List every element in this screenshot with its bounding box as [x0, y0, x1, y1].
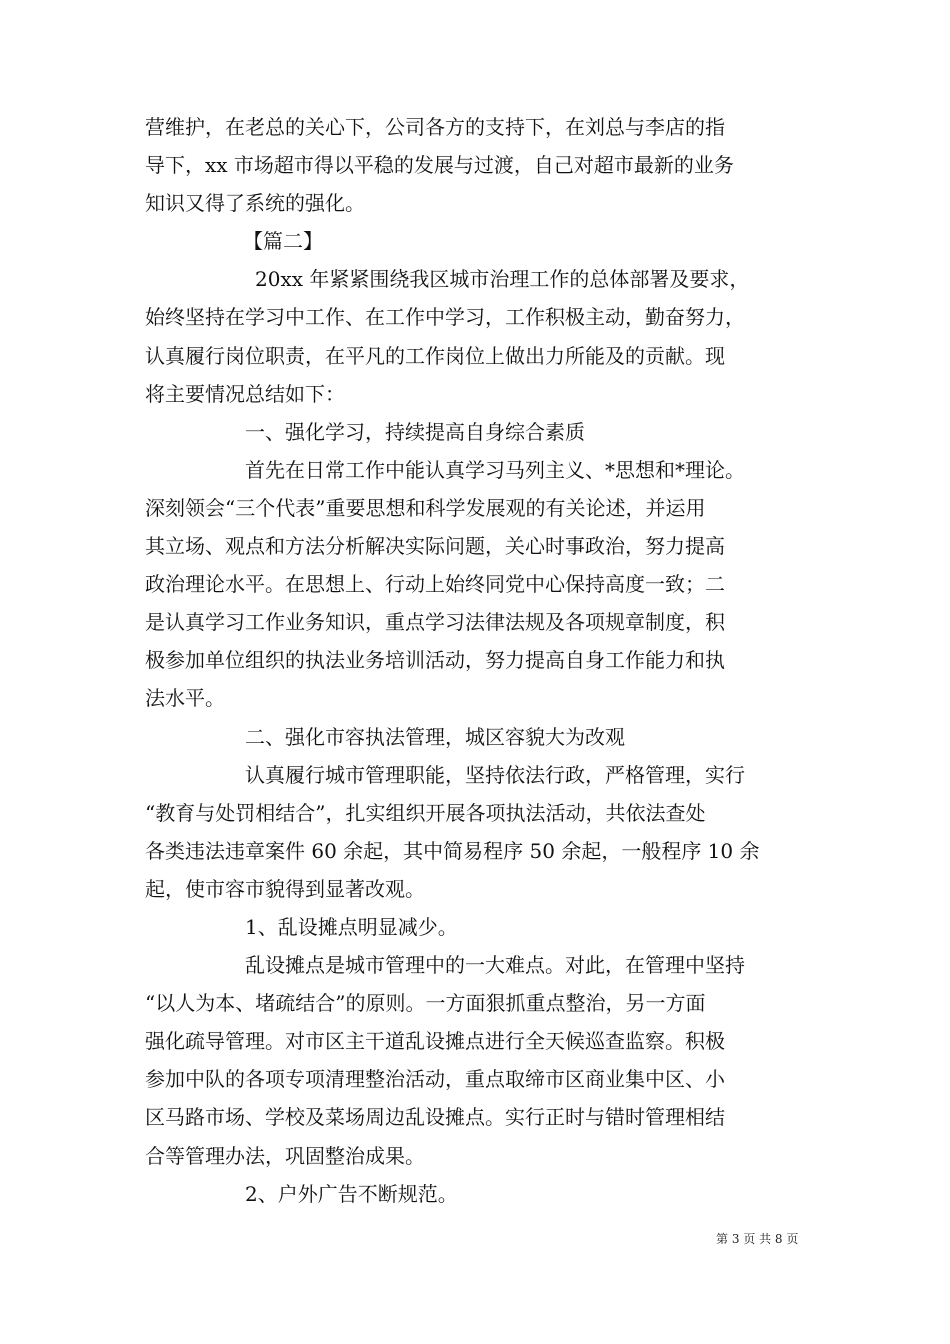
text-line: 将主要情况总结如下： — [145, 381, 345, 406]
text-line: 导下，xx 市场超市得以平稳的发展与过渡，自己对超市最新的业务 — [145, 153, 734, 178]
page-number-footer: 第 3 页 共 8 页 — [716, 1232, 799, 1246]
text-line: 20xx 年紧紧围绕我区城市治理工作的总体部署及要求， — [255, 267, 750, 292]
text-line: 深刻领会“三个代表”重要思想和科学发展观的有关论述，并运用 — [145, 495, 706, 520]
text-line: 乱设摊点是城市管理中的一大难点。对此，在管理中坚持 — [245, 953, 745, 978]
text-line: 知识又得了系统的强化。 — [145, 191, 365, 216]
text-line: 【篇二】 — [243, 229, 323, 254]
text-line: 一、强化学习，持续提高自身综合素质 — [245, 419, 585, 444]
text-line: 合等管理办法，巩固整治成果。 — [145, 1143, 425, 1168]
text-line: “教育与处罚相结合”，扎实组织开展各项执法活动，共依法查处 — [145, 800, 706, 825]
document-body — [145, 108, 810, 1213]
text-line: 政治理论水平。在思想上、行动上始终同党中心保持高度一致；二 — [145, 572, 725, 597]
text-line: 认真履行岗位职责，在平凡的工作岗位上做出力所能及的贡献。现 — [145, 343, 725, 368]
text-line: “以人为本、堵疏结合”的原则。一方面狠抓重点整治，另一方面 — [145, 991, 706, 1016]
text-line: 其立场、观点和方法分析解决实际问题，关心时事政治，努力提高 — [145, 534, 725, 559]
text-line: 1、乱设摊点明显减少。 — [245, 914, 458, 939]
text-line: 参加中队的各项专项清理整治活动，重点取缔市区商业集中区、小 — [145, 1067, 725, 1092]
text-line: 各类违法违章案件 60 余起，其中简易程序 50 余起，一般程序 10 余 — [145, 838, 760, 863]
text-line: 2、户外广告不断规范。 — [245, 1181, 458, 1206]
text-line: 起，使市容市貌得到显著改观。 — [145, 876, 425, 901]
text-line: 营维护，在老总的关心下，公司各方的支持下，在刘总与李店的指 — [145, 115, 725, 139]
text-line: 区马路市场、学校及菜场周边乱设摊点。实行正时与错时管理相结 — [145, 1105, 725, 1130]
text-line: 始终坚持在学习中工作、在工作中学习，工作积极主动，勤奋努力， — [145, 305, 745, 330]
text-line: 强化疏导管理。对市区主干道乱设摊点进行全天候巡查监察。积极 — [145, 1029, 725, 1054]
text-line: 极参加单位组织的执法业务培训活动，努力提高自身工作能力和执 — [145, 648, 725, 673]
text-line: 二、强化市容执法管理，城区容貌大为改观 — [245, 724, 625, 749]
text-line: 首先在日常工作中能认真学习马列主义、*思想和*理论。 — [245, 457, 745, 482]
text-line: 是认真学习工作业务知识，重点学习法律法规及各项规章制度，积 — [145, 610, 725, 635]
text-line: 法水平。 — [145, 686, 225, 711]
text-line: 认真履行城市管理职能，坚持依法行政，严格管理，实行 — [245, 762, 745, 787]
